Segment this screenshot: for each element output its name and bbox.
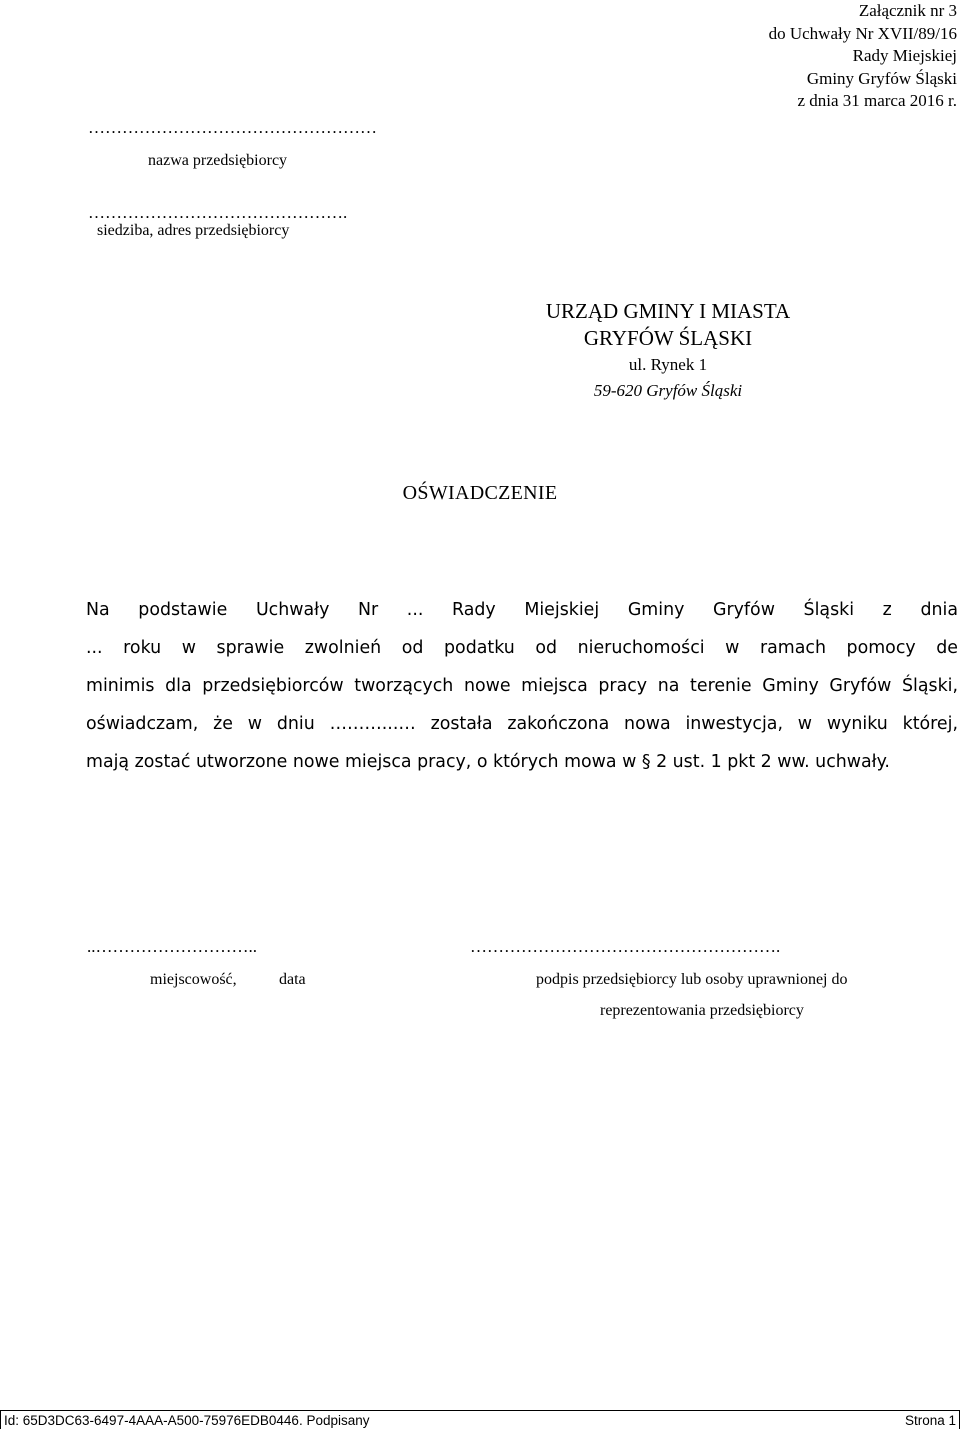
office-postal: 59-620 Gryfów Śląski <box>593 381 743 400</box>
addressee-block <box>505 298 831 404</box>
statement-line-5: mają zostać utworzone nowe miejsca pracy, o których mowa w § 2 ust. 1 pkt 2 ww. uchwały. <box>86 752 890 772</box>
annex-number: Załącznik nr 3 <box>858 1 957 20</box>
entrepreneur-address-caption: siedziba, adres przedsiębiorcy <box>97 222 290 239</box>
signature-field[interactable]: ………………………………………………. <box>470 937 781 956</box>
statement-line-1: Na podstawie Uchwały Nr ... Rady Miejskiej Gminy Gryfów Śląski z dnia <box>86 600 958 620</box>
annex-council: Rady Miejskiej <box>852 46 957 65</box>
annex-header <box>769 0 957 113</box>
office-name-line1: URZĄD GMINY I MIASTA <box>545 299 791 323</box>
signature-caption-line1: podpis przedsiębiorcy lub osoby uprawnionej do <box>536 971 848 988</box>
annex-municipality: Gminy Gryfów Śląski <box>806 68 957 88</box>
place-label: miejscowość, <box>150 971 237 988</box>
entrepreneur-name-field[interactable]: …………………………………………… <box>88 118 377 137</box>
annex-resolution: do Uchwały Nr XVII/89/16 <box>768 23 957 43</box>
statement-line-4: oświadczam, że w dniu ………...… została zakończona nowa inwestycja, w wyniku której, <box>86 714 958 734</box>
statement-line-3: minimis dla przedsiębiorców tworzących nowe miejsca pracy na terenie Gminy Gryfów Śląski, <box>86 676 958 696</box>
place-date-field[interactable]: ..……………………….. <box>87 937 257 956</box>
signature-caption-line2: reprezentowania przedsiębiorcy <box>600 1002 804 1019</box>
date-label: data <box>279 971 306 988</box>
document-id: Id: 65D3DC63-6497-4AAA-A500-75976EDB0446. Podpisany <box>4 1413 370 1428</box>
office-street: ul. Rynek 1 <box>628 355 708 374</box>
annex-date: z dnia 31 marca 2016 r. <box>797 91 957 110</box>
entrepreneur-address-field[interactable]: ………………………………………. <box>88 203 348 222</box>
statement-line-2: ... roku w sprawie zwolnień od podatku od nieruchomości w ramach pomocy de <box>86 638 958 658</box>
page-number: Strona 1 <box>904 1413 956 1428</box>
statement-body <box>86 591 958 781</box>
entrepreneur-name-caption: nazwa przedsiębiorcy <box>148 152 288 169</box>
document-title: OŚWIADCZENIE <box>402 482 558 504</box>
office-name-line2: GRYFÓW ŚLĄSKI <box>583 326 753 350</box>
document-footer <box>0 1410 960 1429</box>
